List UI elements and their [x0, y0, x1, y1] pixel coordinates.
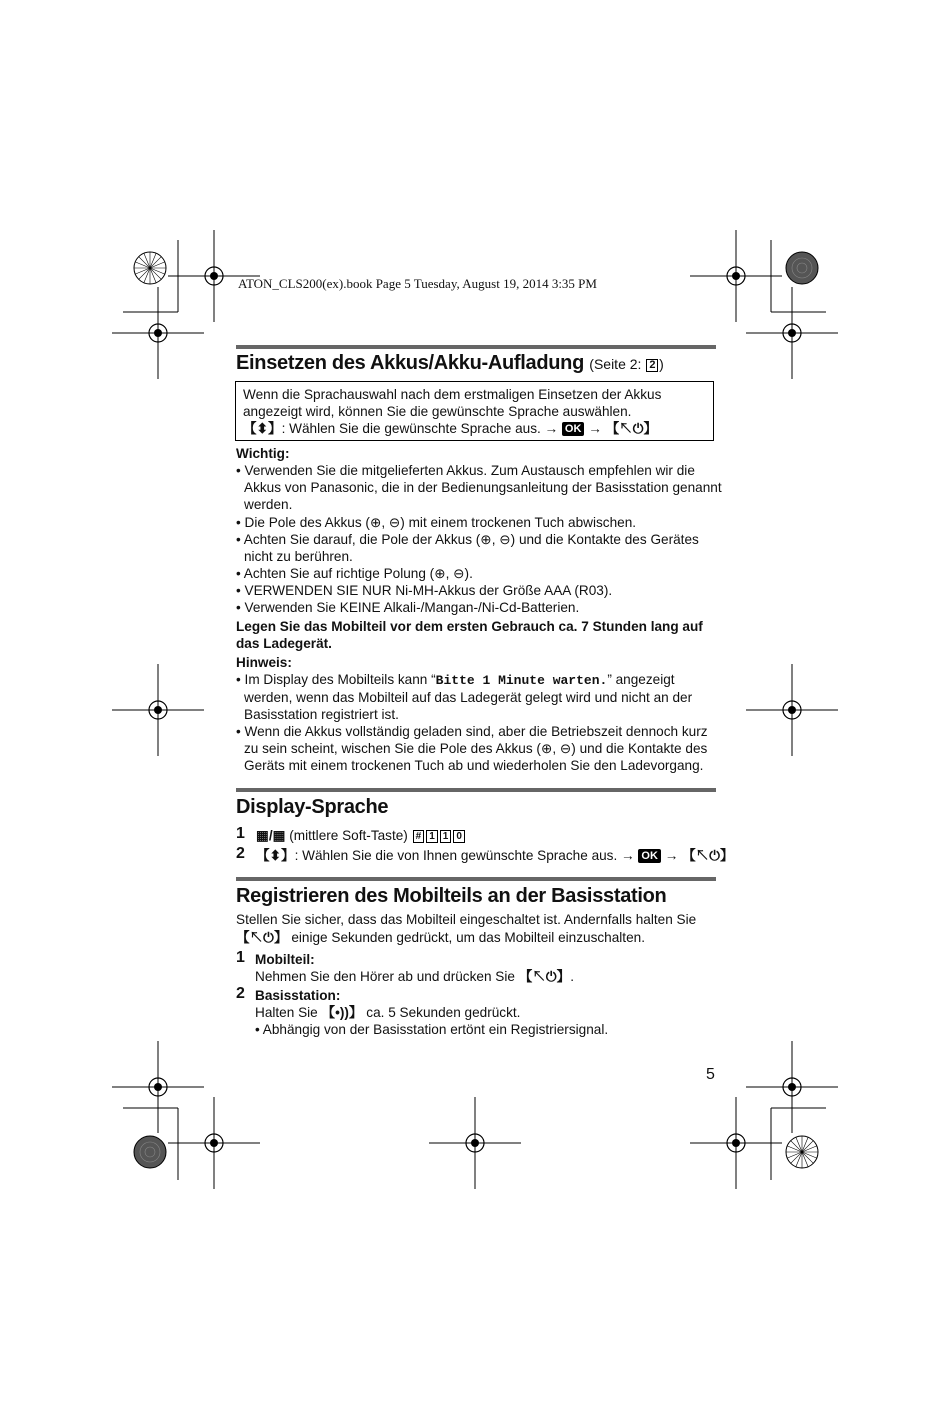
- section-rule-2: [236, 788, 716, 792]
- book-header-line: ATON_CLS200(ex).book Page 5 Tuesday, August 19, 2014 3:35 PM: [238, 276, 597, 291]
- locator-key-icon: 【•))】: [321, 1005, 363, 1020]
- wichtig-bullet-5: • VERWENDEN SIE NUR Ni-MH-Akkus der Größe AAA (R03).: [236, 583, 613, 598]
- wichtig-label: Wichtig:: [236, 446, 290, 461]
- display-step-2: [256, 847, 734, 864]
- wichtig-bullet-3: • Achten Sie darauf, die Pole der Akkus (⊕, ⊖) und die Kontakte des Gerätes nicht zu berühren.: [236, 532, 699, 565]
- off-key-icon: 【↖⏻】: [605, 421, 658, 436]
- arrow-icon: →: [664, 848, 679, 863]
- page-ref-suffix: ): [659, 356, 664, 372]
- hinweis-bullet-1: [236, 671, 722, 724]
- key-hash: #: [413, 830, 425, 843]
- display-step-1: [256, 827, 716, 844]
- charge-note: Legen Sie das Mobilteil vor dem ersten Gebrauch ca. 7 Stunden lang auf das Ladegerät.: [236, 619, 703, 652]
- step1-text: Nehmen Sie den Hörer ab und drücken Sie: [255, 969, 519, 984]
- hinweis-label: Hinweis:: [236, 655, 292, 670]
- box-line-1: Wenn die Sprachauswahl nach dem erstmaligen Einsetzen der Akkus: [243, 387, 662, 402]
- wichtig-bullet-1: • Verwenden Sie die mitgelieferten Akkus. Zum Austausch empfehlen wir die Akkus von Panasonic, die in der Bedienungsanleitung der Basisstation genannt werden.: [236, 463, 722, 513]
- hinweis-bullet-2: • Wenn die Akkus vollständig geladen sind, aber die Betriebszeit dennoch kurz zu sein scheint, wischen Sie die Pole des Akkus (⊕, ⊖) und die Kontakte des Geräts mit einem trockenen Tuch ab und wiederholen Sie den Ladevorgang.: [236, 724, 708, 774]
- box-line-2: angezeigt wird, können Sie die gewünschte Sprache auswählen.: [243, 404, 632, 419]
- step-number: 1: [236, 825, 245, 842]
- page-ref-prefix: (Seite 2:: [589, 356, 646, 372]
- section-title-akkus: [236, 352, 664, 375]
- step-label-mobilteil: Mobilteil:: [255, 952, 315, 967]
- register-intro-2: [236, 929, 722, 946]
- wichtig-bullet-6: • Verwenden Sie KEINE Alkali-/Mangan-/Ni-Cd-Batterien.: [236, 600, 580, 615]
- section-rule-3: [236, 877, 716, 881]
- navigator-key-icon: 【⬍】: [256, 848, 295, 863]
- step1-end: .: [570, 969, 575, 984]
- section-title-text: Einsetzen des Akkus/Akku-Aufladung: [236, 352, 585, 374]
- step-label-basisstation: Basisstation:: [255, 988, 341, 1003]
- step2-text: : Wählen Sie die von Ihnen gewünschte Sprache aus. →: [294, 848, 635, 863]
- box-line-3: [243, 420, 713, 437]
- wichtig-bullet-2: • Die Pole des Akkus (⊕, ⊖) mit einem trockenen Tuch abwischen.: [236, 515, 637, 530]
- step-number: 2: [236, 985, 245, 1002]
- step2-text-post: ca. 5 Sekunden gedrückt.: [362, 1005, 521, 1020]
- hinweis1-post: ” angezeigt werden, wenn das Mobilteil auf das Ladegerät gelegt wird und nicht an der Basisstation registriert ist.: [244, 672, 693, 723]
- page-ref-key: 2: [646, 359, 658, 372]
- key-0: 0: [453, 830, 465, 843]
- step2-text-pre: Halten Sie: [255, 1005, 322, 1020]
- step-number: 1: [236, 949, 245, 966]
- key-1a: 1: [426, 830, 438, 843]
- section-title-register: Registrieren des Mobilteils an der Basisstation: [236, 885, 667, 907]
- register-intro-1: Stellen Sie sicher, dass das Mobilteil eingeschaltet ist. Andernfalls halten Sie: [236, 912, 697, 927]
- off-key-icon: 【↖⏻】: [682, 848, 734, 863]
- step-number: 2: [236, 845, 245, 862]
- page-number: 5: [706, 1066, 715, 1083]
- register-step-2-bullet: • Abhängig von der Basisstation ertönt ein Registriersignal.: [255, 1022, 609, 1037]
- hinweis1-pre: • Im Display des Mobilteils kann “: [236, 672, 436, 687]
- wichtig-bullet-4: • Achten Sie auf richtige Polung (⊕, ⊖).: [236, 566, 473, 581]
- register-step-1: [255, 968, 715, 985]
- section-rule-1: [236, 345, 716, 349]
- ok-key-icon: OK: [562, 422, 585, 436]
- ok-key-icon: OK: [638, 849, 661, 863]
- menu-icon: ▦/▦: [256, 828, 286, 843]
- box-line-3-text: : Wählen Sie die gewünschte Sprache aus. →: [281, 421, 559, 436]
- off-key-icon: 【↖⏻】: [236, 930, 288, 945]
- arrow-icon: →: [588, 421, 602, 436]
- step1-text: (mittlere Soft-Taste): [285, 828, 412, 843]
- intro-line2-text: einige Sekunden gedrückt, um das Mobilteil einzuschalten.: [287, 930, 645, 945]
- register-step-2: [255, 1004, 715, 1021]
- navigator-key-icon: 【⬍】: [243, 421, 282, 436]
- display-message: Bitte 1 Minute warten.: [435, 673, 608, 688]
- section-title-display: Display-Sprache: [236, 796, 389, 818]
- key-1b: 1: [440, 830, 452, 843]
- off-key-icon: 【↖⏻】: [518, 969, 571, 984]
